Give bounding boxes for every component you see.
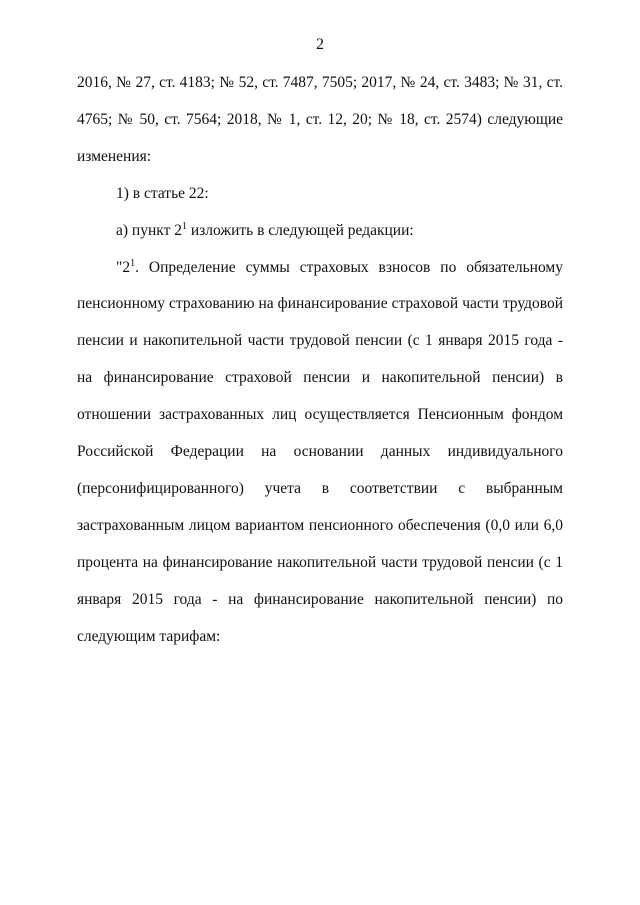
superscript-1-definition: 1 <box>130 257 136 269</box>
paragraph-definition <box>77 250 563 656</box>
paragraph-point-2-1-text-end: изложить в следующей редакции: <box>186 221 414 239</box>
paragraph-point-2-1 <box>77 213 563 250</box>
page-number: 2 <box>316 36 324 53</box>
paragraph-references: 2016, № 27, ст. 4183; № 52, ст. 7487, 7505; 2017, № 24, ст. 3483; № 31, ст. 4765; № 50, ст. 7564; 2018, № 1, ст. 12, 20; № 18, ст. 2574) следующие изменения: <box>77 74 563 165</box>
paragraph-article-22: 1) в статье 22: <box>116 184 209 202</box>
paragraph-definition-text: . Определение суммы страховых взносов по обязательному пенсионному страхованию на финансирование страховой части трудовой пенсии и накопительной части трудовой пенсии (с 1 января 2015 года - на финансирование страховой пенсии и накопительной пенсии) в отношении застрахованных лиц осуществляется Пенсионным фондом Российской Федерации на основании данных индивидуального (персонифицированного) учета в соответствии с выбранным застрахованным лицом вариантом пенсионного обеспечения (0,0 или 6,0 процента на финансирование накопительной части трудовой пенсии (с 1 января 2015 года - на финансирование накопительной пенсии) по следующим тарифам: <box>77 258 563 645</box>
document-body <box>77 65 563 656</box>
superscript-1: 1 <box>181 220 187 232</box>
paragraph-definition-start: "2 <box>116 258 131 276</box>
paragraph-point-2-1-text: а) пункт 2 <box>116 221 182 239</box>
